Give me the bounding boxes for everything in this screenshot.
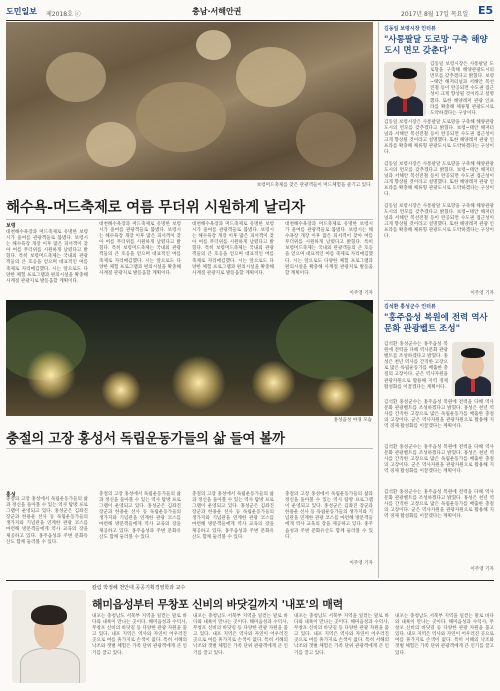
interview2-intro: 김석환 홍성군수는 홍주읍성 복원에 전력을 다해 역사문화 관광벨트를 조성하겠다고 밝혔다. 홍성은 천년 역사를 간직한 고장으로 많은 독립운동가를 배출한 충절의 고장이다. 군은 역사자원을 관광자원으로 활용해 지역 경제 활성화를 이끌겠다는 계획이다.: [384, 342, 448, 390]
masthead: 도민일보: [6, 7, 37, 16]
interview-headline-2: "홍주읍성 복원에 전력 역사문화 관광벨트 조성": [384, 313, 488, 334]
column-col2: 내포는 충청남도 서북부 지역을 일컫는 말로 바다와 내륙이 만나는 곳이다. 해미읍성과 수덕사, 무창포 신비의 바닷길 등 다양한 관광 자원을 품고 있다. 내포 지역은 역사와 자연이 어우러진 곳으로 여름 휴가지로 손색이 없다. 특히 서해의 낙조와 갯벌 체험은 가족 단위 관광객에게 큰 인기를 끌고 있다.: [193, 614, 288, 656]
interview1-intro: 김동일 보령시장은 사통팔달 도로망을 구축해 해양관광도시의 면모를 갖추겠다고 밝혔다. 보령~태안 해저터널과 서해안 복선전철 등이 완공되면 수도권 접근성이 크게 향상될 것이라고 설명했다. 또한 해양레저 관광 인프라를 확충해 체류형 관광도시로 도약하겠다는 구상이다.: [430, 62, 494, 116]
article2-col1: 충절의 고장 홍성에서 독립운동가들의 삶과 정신을 돌아볼 수 있는 역사 탐방 프로그램이 운영되고 있다. 홍성군은 김좌진 장군과 한용운 선사 등 독립운동가들의 생가지와 기념관을 연계한 관광 코스를 마련해 방문객들에게 역사 교육의 장을 제공하고 있다. 홍주읍성과 주변 문화유산도 함께 둘러볼 수 있다.: [6, 497, 88, 545]
mayor-portrait: [384, 62, 426, 116]
byline-s1: 이주영 기자: [470, 291, 494, 296]
interview2-body: 김석환 홍성군수는 홍주읍성 복원에 전력을 다해 역사문화 관광벨트를 조성하겠다고 밝혔다. 홍성은 천년 역사를 간직한 고장으로 많은 독립운동가를 배출한 충절의 고장이다. 군은 역사자원을 관광자원으로 활용해 지역 경제 활성화를 이끌겠다는 계획이다.: [384, 400, 494, 430]
article2-col2: 충절의 고장 홍성에서 독립운동가들의 삶과 정신을 돌아볼 수 있는 역사 탐방 프로그램이 운영되고 있다. 홍성군은 김좌진 장군과 한용운 선사 등 독립운동가들의 생가지와 기념관을 연계한 관광 코스를 마련해 방문객들에게 역사 교육의 장을 제공하고 있다. 홍주읍성과 주변 문화유산도 함께 둘러볼 수 있다.: [99, 492, 181, 540]
byline-s2: 이주영 기자: [470, 567, 494, 572]
columnist-portrait: [12, 590, 86, 683]
headline-1: 해수욕-머드축제로 여름 무더위 시원하게 날리자: [6, 200, 305, 216]
mud-festival-photo: [6, 22, 373, 180]
column-col4: 내포는 충청남도 서북부 지역을 일컫는 말로 바다와 내륙이 만나는 곳이다. 해미읍성과 수덕사, 무창포 신비의 바닷길 등 다양한 관광 자원을 품고 있다. 내포 지역은 역사와 자연이 어우러진 곳으로 여름 휴가지로 손색이 없다. 특히 서해의 낙조와 갯벌 체험은 가족 단위 관광객에게 큰 인기를 끌고 있다.: [395, 614, 494, 656]
interview1-body-3: 김동일 보령시장은 사통팔달 도로망을 구축해 해양관광도시의 면모를 갖추겠다고 밝혔다. 보령~태안 해저터널과 서해안 복선전철 등이 완공되면 수도권 접근성이 크게 향상될 것이라고 설명했다. 또한 해양레저 관광 인프라를 확충해 체류형 관광도시로 도약하겠다는 구상이다.: [384, 204, 494, 240]
interview2-body-3: 김석환 홍성군수는 홍주읍성 복원에 전력을 다해 역사문화 관광벨트를 조성하겠다고 밝혔다. 홍성은 천년 역사를 간직한 고장으로 많은 독립운동가를 배출한 충절의 고장이다. 군은 역사자원을 관광자원으로 활용해 지역 경제 활성화를 이끌겠다는 계획이다.: [384, 490, 494, 520]
issue-number: 제2018호 ⓒ: [46, 11, 81, 18]
article1-col3: 대천해수욕장과 머드축제로 유명한 보령시가 올여름 관광객들로 붐볐다. 보령시는 해수욕장 개장 이후 많은 피서객이 찾아 여름 무더위를 시원하게 날렸다고 밝혔다. 특히 보령머드축제는 국내외 관광객들의 큰 호응을 얻으며 대표적인 여름 축제로 자리매김했다. 시는 앞으로도 다양한 체험 프로그램과 편의시설을 확충해 사계절 관광지로 발돋움할 계획이다.: [192, 222, 274, 276]
column-col1: 내포는 충청남도 서북부 지역을 일컫는 말로 바다와 내륙이 만나는 곳이다. 해미읍성과 수덕사, 무창포 신비의 바닷길 등 다양한 관광 자원을 품고 있다. 내포 지역은 역사와 자연이 어우러진 곳으로 여름 휴가지로 손색이 없다. 특히 서해의 낙조와 갯벌 체험은 가족 단위 관광객에게 큰 인기를 끌고 있다.: [92, 614, 187, 656]
interview-label-2: 김석환 홍성군수 인터뷰: [384, 304, 436, 310]
column-headline: 해미읍성부터 무창포 신비의 바닷길까지 '내포'의 매력: [92, 598, 343, 611]
hongseong-night-photo: [6, 300, 373, 416]
article1-col4: 대천해수욕장과 머드축제로 유명한 보령시가 올여름 관광객들로 붐볐다. 보령시는 해수욕장 개장 이후 많은 피서객이 찾아 여름 무더위를 시원하게 날렸다고 밝혔다. 특히 보령머드축제는 국내외 관광객들의 큰 호응을 얻으며 대표적인 여름 축제로 자리매김했다. 시는 앞으로도 다양한 체험 프로그램과 편의시설을 확충해 사계절 관광지로 발돋움할 계획이다.: [285, 222, 373, 276]
page-number: E5: [478, 4, 494, 17]
photo-caption-1: 보령머드축제를 찾은 관광객들이 머드체험을 즐기고 있다.: [256, 183, 372, 188]
interview2-body-2: 김석환 홍성군수는 홍주읍성 복원에 전력을 다해 역사문화 관광벨트를 조성하겠다고 밝혔다. 홍성은 천년 역사를 간직한 고장으로 많은 독립운동가를 배출한 충절의 고장이다. 군은 역사자원을 관광자원으로 활용해 지역 경제 활성화를 이끌겠다는 계획이다.: [384, 445, 494, 475]
photo-caption-2: 홍성읍성 야경 모습: [333, 418, 372, 423]
article2-col3: 충절의 고장 홍성에서 독립운동가들의 삶과 정신을 돌아볼 수 있는 역사 탐방 프로그램이 운영되고 있다. 홍성군은 김좌진 장군과 한용운 선사 등 독립운동가들의 생가지와 기념관을 연계한 관광 코스를 마련해 방문객들에게 역사 교육의 장을 제공하고 있다. 홍주읍성과 주변 문화유산도 함께 둘러볼 수 있다.: [192, 492, 274, 540]
column-label: 칼럼 박정혜 천안대 공공기획경영학과 교수: [92, 585, 186, 591]
region-label-1: 보령: [6, 223, 16, 229]
interview1-body: 김동일 보령시장은 사통팔달 도로망을 구축해 해양관광도시의 면모를 갖추겠다고 밝혔다. 보령~태안 해저터널과 서해안 복선전철 등이 완공되면 수도권 접근성이 크게 향상될 것이라고 설명했다. 또한 해양레저 관광 인프라를 확충해 체류형 관광도시로 도약하겠다는 구상이다.: [384, 120, 494, 156]
byline-1: 이주영 기자: [349, 291, 373, 296]
article1-col1: 대천해수욕장과 머드축제로 유명한 보령시가 올여름 관광객들로 붐볐다. 보령시는 해수욕장 개장 이후 많은 피서객이 찾아 여름 무더위를 시원하게 날렸다고 밝혔다. 특히 보령머드축제는 국내외 관광객들의 큰 호응을 얻으며 대표적인 여름 축제로 자리매김했다. 시는 앞으로도 다양한 체험 프로그램과 편의시설을 확충해 사계절 관광지로 발돋움할 계획이다.: [6, 230, 88, 284]
page-header: [6, 4, 494, 21]
issue-date: 2017년 8월 17일 목요일: [401, 11, 469, 18]
byline-2: 이주영 기자: [349, 561, 373, 566]
article1-col2: 대천해수욕장과 머드축제로 유명한 보령시가 올여름 관광객들로 붐볐다. 보령시는 해수욕장 개장 이후 많은 피서객이 찾아 여름 무더위를 시원하게 날렸다고 밝혔다. 특히 보령머드축제는 국내외 관광객들의 큰 호응을 얻으며 대표적인 여름 축제로 자리매김했다. 시는 앞으로도 다양한 체험 프로그램과 편의시설을 확충해 사계절 관광지로 발돋움할 계획이다.: [99, 222, 181, 276]
interview1-body-2: 김동일 보령시장은 사통팔달 도로망을 구축해 해양관광도시의 면모를 갖추겠다고 밝혔다. 보령~태안 해저터널과 서해안 복선전철 등이 완공되면 수도권 접근성이 크게 향상될 것이라고 설명했다. 또한 해양레저 관광 인프라를 확충해 체류형 관광도시로 도약하겠다는 구상이다.: [384, 162, 494, 198]
section-title: 충남·서해안권: [192, 7, 242, 16]
interview-label-1: 김동일 보령시장 인터뷰: [384, 26, 436, 32]
region-label-2: 홍성: [6, 492, 16, 498]
interview-headline-1: "사통팔달 도로망 구축 해양도시 면모 갖춘다": [384, 35, 488, 56]
headline-2: 충절의 고장 홍성서 독립운동가들의 삶 들여 볼까: [6, 431, 285, 447]
article2-col4: 충절의 고장 홍성에서 독립운동가들의 삶과 정신을 돌아볼 수 있는 역사 탐방 프로그램이 운영되고 있다. 홍성군은 김좌진 장군과 한용운 선사 등 독립운동가들의 생가지와 기념관을 연계한 관광 코스를 마련해 방문객들에게 역사 교육의 장을 제공하고 있다. 홍주읍성과 주변 문화유산도 함께 둘러볼 수 있다.: [285, 492, 373, 540]
county-head-portrait: [452, 342, 494, 396]
column-col3: 내포는 충청남도 서북부 지역을 일컫는 말로 바다와 내륙이 만나는 곳이다. 해미읍성과 수덕사, 무창포 신비의 바닷길 등 다양한 관광 자원을 품고 있다. 내포 지역은 역사와 자연이 어우러진 곳으로 여름 휴가지로 손색이 없다. 특히 서해의 낙조와 갯벌 체험은 가족 단위 관광객에게 큰 인기를 끌고 있다.: [294, 614, 389, 656]
